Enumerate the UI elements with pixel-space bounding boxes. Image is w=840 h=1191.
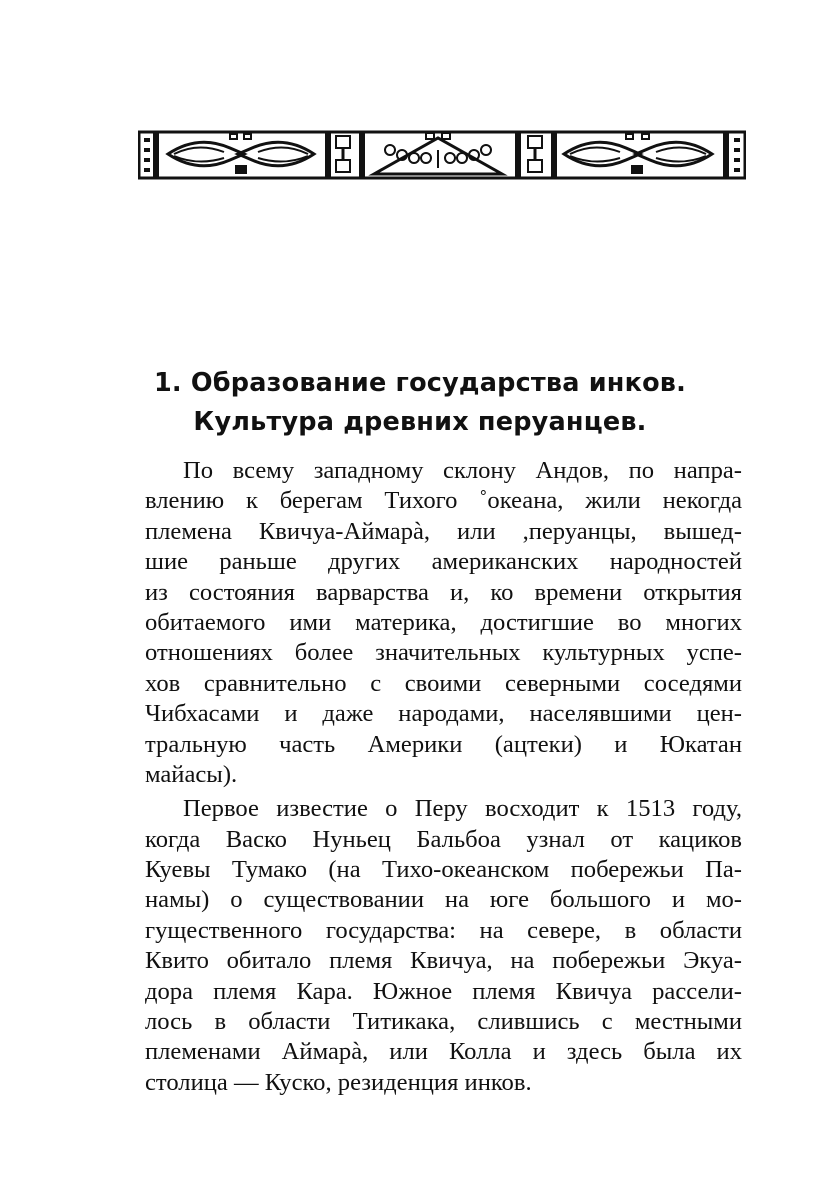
chapter-heading [100, 364, 740, 442]
text-line: обитаемого ими материка, достигшие во многих [145, 608, 742, 636]
key-connector-right [528, 136, 542, 172]
text-line: из состояния варварства и, ко времени открытия [145, 578, 742, 606]
text-line: племена Квичуа-Аймарà, или ,перуанцы, вышед- [145, 517, 742, 545]
text-line: По всему западному склону Андов, по напра- [183, 457, 742, 484]
text-line: Куевы Тумако (на Тихо-океанском побережьи Па- [145, 856, 742, 884]
text-line: отношениях более значительных культурных успе- [145, 639, 742, 667]
paragraph-1 [145, 456, 742, 790]
text-line: лось в области Титикака, слившись с местными [145, 1008, 742, 1036]
ornamental-header-band [138, 128, 746, 182]
text-line: шие раньше других американских народностей [145, 548, 742, 576]
text-line: майасы). [145, 760, 238, 788]
text-line: племенами Аймарà, или Колла и здесь была их [145, 1038, 742, 1066]
text-line: Чибхасами и даже народами, населявшими цен- [145, 700, 742, 728]
paragraph-2 [145, 794, 742, 1098]
body-text [145, 456, 742, 1098]
key-connector-left [336, 136, 350, 172]
text-line: намы) о существовании на юге большого и мо- [145, 886, 742, 914]
text-line: дора племя Кара. Южное племя Квичуа рассели- [145, 977, 742, 1005]
text-line: столица — Куско, резиденция инков. [145, 1068, 532, 1096]
text-line: влению к берегам Тихого ˚океана, жили некогда [145, 487, 742, 515]
chapter-heading-line-2: Культура древних перуанцев. [193, 407, 647, 437]
center-triangle-motif [374, 133, 502, 174]
text-line: хов сравнительно с своими северными соседями [145, 669, 742, 697]
text-line: тральную часть Америки (ацтеки) и Юкатан [145, 730, 742, 758]
end-column-right [734, 138, 740, 172]
text-line: гущественного государства: на севере, в области [145, 916, 742, 944]
text-line: когда Васко Нуньец Бальбоа узнал от кациков [145, 825, 742, 853]
chapter-heading-line-1: 1. Образование государства инков. [153, 368, 687, 398]
text-line: Квито обитало племя Квичуа, на побережьи Экуа- [145, 947, 742, 975]
left-fish-motif [168, 134, 314, 173]
end-column-left [144, 138, 150, 172]
right-fish-motif [564, 134, 712, 173]
text-line: Первое известие о Перу восходит к 1513 году, [183, 795, 742, 823]
